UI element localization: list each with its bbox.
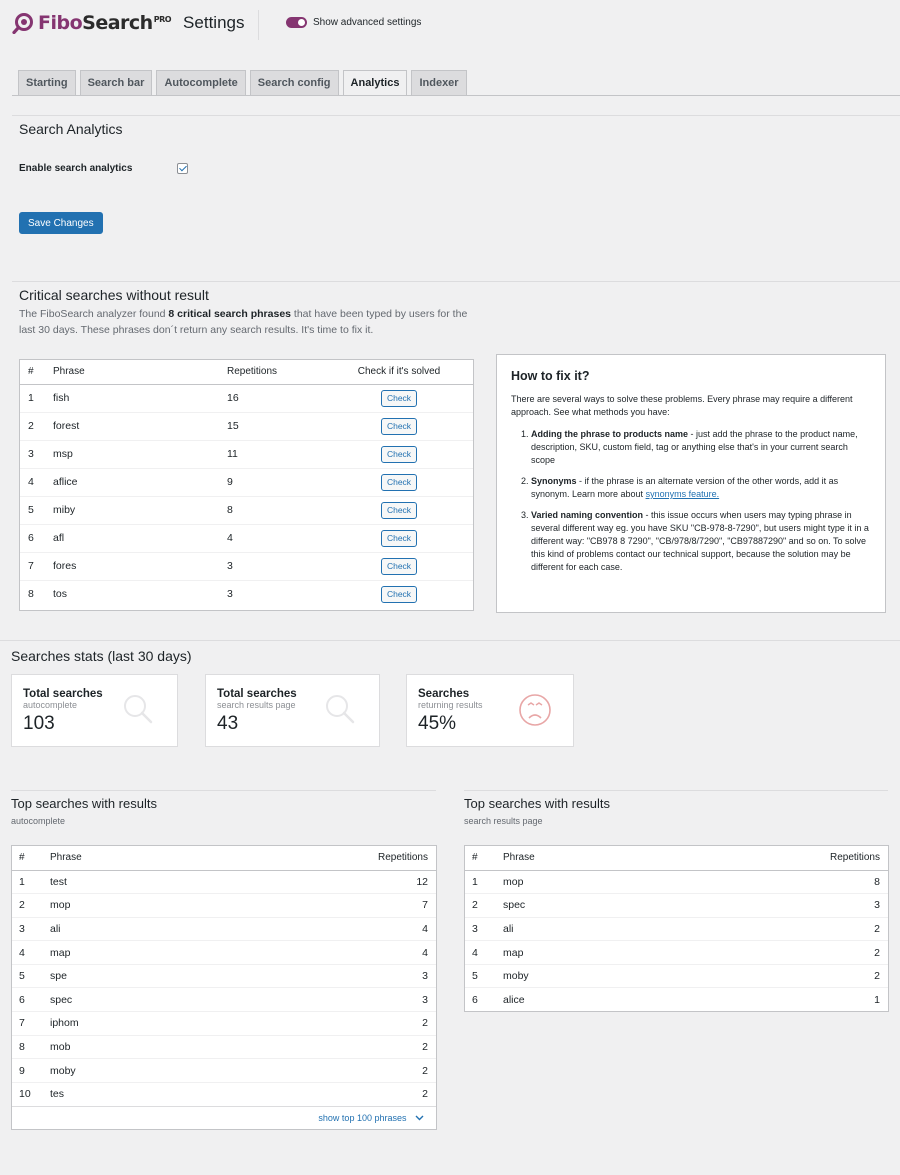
check-button[interactable]: Check <box>381 502 417 519</box>
row-check-cell <box>325 496 473 524</box>
tab-starting[interactable]: Starting <box>18 70 76 95</box>
stat-card-results-page <box>205 674 380 747</box>
how-to-fix-list <box>511 428 871 574</box>
enable-analytics-checkbox[interactable] <box>177 163 188 174</box>
row-check-cell <box>325 440 473 468</box>
fix-method-item <box>531 509 871 574</box>
row-repetitions: 2 <box>639 941 888 965</box>
tab-analytics[interactable]: Analytics <box>343 70 408 96</box>
check-button[interactable]: Check <box>381 418 417 435</box>
row-number: 6 <box>20 524 53 552</box>
stat-card-subtitle: search results page <box>217 700 296 710</box>
table-row <box>20 496 473 524</box>
check-button[interactable]: Check <box>381 586 417 603</box>
row-check-cell <box>325 524 473 552</box>
magnifier-icon <box>121 692 157 728</box>
table-row <box>20 468 473 496</box>
synonyms-feature-link[interactable]: synonyms feature. <box>645 489 720 499</box>
sad-face-icon <box>517 692 553 728</box>
row-repetitions: 15 <box>227 412 325 440</box>
row-phrase: moby <box>503 964 639 988</box>
fix-method-text: - this issue occurs when users may typing phrase in several different way eg. you have SKU "CB-978-8-7290", but users might type it in a different way: "CB978 8 7290", "CB/978/8/7290", "CB97887290" and so on. To solve this kind of problems contact our technical support, because the solution may be different for each case. <box>531 510 869 572</box>
row-repetitions: 12 <box>416 875 428 888</box>
table-row <box>20 552 473 580</box>
top-autocomplete-heading: Top searches with results <box>11 796 157 811</box>
check-button[interactable]: Check <box>381 474 417 491</box>
row-phrase: spec <box>50 988 186 1012</box>
row-repetitions: 2 <box>639 917 888 941</box>
enable-analytics-row <box>19 163 188 174</box>
table-row <box>12 988 436 1012</box>
row-phrase: alice <box>503 988 639 1012</box>
row-phrase: miby <box>53 496 227 524</box>
table-row <box>12 941 436 965</box>
row-repetitions: 11 <box>227 440 325 468</box>
row-phrase: mob <box>50 1035 186 1059</box>
critical-desc-count: 8 critical search phrases <box>168 308 291 320</box>
check-button[interactable]: Check <box>381 558 417 575</box>
advanced-settings-toggle[interactable] <box>286 17 421 28</box>
stat-card-returning-results <box>406 674 574 747</box>
row-number: 7 <box>12 1012 50 1036</box>
table-row <box>12 1059 436 1083</box>
logo-pro-badge: PRO <box>153 14 172 24</box>
critical-searches-heading: Critical searches without result <box>19 287 209 303</box>
row-phrase: mop <box>503 875 524 888</box>
row-repetitions: 4 <box>227 524 325 552</box>
row-repetitions: 4 <box>186 941 436 965</box>
row-phrase: iphom <box>50 1012 186 1036</box>
table-row <box>465 988 888 1012</box>
header-divider <box>258 10 259 40</box>
row-number: 4 <box>12 941 50 965</box>
row-repetitions: 2 <box>186 1059 436 1083</box>
top-results-table <box>464 845 889 1012</box>
table-row <box>12 1012 436 1036</box>
col-repetitions: Repetitions <box>186 846 436 870</box>
row-repetitions: 2 <box>186 1082 436 1106</box>
row-number: 7 <box>20 552 53 580</box>
table-header-row <box>465 846 888 870</box>
check-button[interactable]: Check <box>381 446 417 463</box>
magnifier-icon <box>323 692 359 728</box>
row-phrase: test <box>50 875 67 888</box>
stat-card-subtitle: autocomplete <box>23 700 78 710</box>
critical-desc-text-end: that have been typed by users for the last 30 days. These phrases don´t return any search results. It's time to fix it. <box>19 308 468 336</box>
row-phrase: forest <box>53 412 227 440</box>
fix-method-title: Adding the phrase to products name <box>531 429 689 439</box>
settings-tabs <box>18 70 467 96</box>
row-number: 10 <box>12 1082 50 1106</box>
toggle-switch[interactable] <box>286 17 307 28</box>
row-check-cell <box>325 580 473 608</box>
row-check-cell <box>325 468 473 496</box>
tab-search-bar[interactable]: Search bar <box>80 70 153 95</box>
row-number: 8 <box>20 580 53 608</box>
logo-search-text: Search <box>82 12 153 34</box>
row-check-cell <box>325 552 473 580</box>
table-row <box>12 870 436 894</box>
row-repetitions: 7 <box>186 894 436 918</box>
chevron-down-icon <box>415 1115 424 1121</box>
col-phrase: Phrase <box>53 360 227 384</box>
fix-method-item <box>531 475 871 501</box>
row-number: 5 <box>12 964 50 988</box>
row-repetitions: 8 <box>874 875 880 888</box>
row-number: 8 <box>12 1035 50 1059</box>
row-number: 1 <box>19 875 25 888</box>
col-phrase: Phrase <box>503 846 639 870</box>
row-number: 5 <box>20 496 53 524</box>
row-number: 4 <box>465 941 503 965</box>
row-repetitions: 2 <box>639 964 888 988</box>
col-check-solved: Check if it's solved <box>325 360 473 384</box>
col-phrase: Phrase <box>50 846 186 870</box>
check-button[interactable]: Check <box>381 530 417 547</box>
stat-card-value: 103 <box>23 713 55 734</box>
table-header-row <box>12 846 436 870</box>
critical-searches-table <box>19 359 474 611</box>
enable-analytics-label: Enable search analytics <box>19 163 133 174</box>
row-repetitions: 3 <box>639 894 888 918</box>
row-number: 9 <box>12 1059 50 1083</box>
row-repetitions: 9 <box>227 468 325 496</box>
row-number: 3 <box>465 917 503 941</box>
advanced-settings-label: Show advanced settings <box>313 17 422 28</box>
critical-searches-description <box>19 306 469 338</box>
row-phrase: fores <box>53 552 227 580</box>
stat-card-value: 45% <box>418 713 457 734</box>
row-number: 1 <box>472 875 478 888</box>
logo-fibo-text: Fibo <box>38 12 83 34</box>
table-row <box>12 894 436 918</box>
row-phrase: spe <box>50 964 186 988</box>
tabs-divider <box>12 95 900 96</box>
row-number: 2 <box>20 412 53 440</box>
section-divider <box>12 115 900 116</box>
row-number: 6 <box>465 988 503 1012</box>
table-row <box>12 917 436 941</box>
table-row <box>465 964 888 988</box>
searches-stats-heading: Searches stats (last 30 days) <box>11 648 192 664</box>
top-results-divider <box>464 790 888 791</box>
table-row <box>12 964 436 988</box>
row-phrase: afl <box>53 524 227 552</box>
row-phrase: tes <box>50 1082 186 1106</box>
col-repetitions: Repetitions <box>227 360 325 384</box>
tab-search-config[interactable]: Search config <box>250 70 339 95</box>
row-phrase: ali <box>503 917 639 941</box>
top-autocomplete-divider <box>11 790 436 791</box>
col-number: # <box>20 360 53 384</box>
col-number: # <box>465 846 503 870</box>
row-number: 2 <box>465 894 503 918</box>
top-results-subtitle: search results page <box>464 816 543 826</box>
fibosearch-logo-icon <box>12 12 34 34</box>
how-to-fix-panel <box>496 354 886 613</box>
fix-method-text: - just add the phrase to the product name, description, SKU, custom field, tag or anything else that's in your current search scope <box>531 429 858 465</box>
check-button[interactable]: Check <box>381 390 417 407</box>
table-row <box>20 412 473 440</box>
row-number: 5 <box>465 964 503 988</box>
row-phrase: mop <box>50 894 186 918</box>
row-number: 2 <box>12 894 50 918</box>
row-repetitions: 3 <box>227 552 325 580</box>
row-phrase: ali <box>50 917 186 941</box>
how-to-fix-heading: How to fix it? <box>511 369 590 383</box>
top-autocomplete-subtitle: autocomplete <box>11 816 66 826</box>
stats-divider <box>0 640 900 641</box>
row-number: 4 <box>20 468 53 496</box>
page-header <box>12 8 244 38</box>
row-phrase: map <box>503 941 639 965</box>
critical-desc-text: The FiboSearch analyzer found <box>19 308 169 320</box>
table-row <box>465 870 888 894</box>
table-row <box>20 440 473 468</box>
row-repetitions: 4 <box>186 917 436 941</box>
show-more-label: show top 100 phrases <box>318 1112 407 1123</box>
row-number: 3 <box>20 440 53 468</box>
stat-card-value: 43 <box>217 713 239 734</box>
row-number: 3 <box>12 917 50 941</box>
row-phrase: tos <box>53 580 227 608</box>
fix-method-title: Synonyms <box>531 476 577 486</box>
critical-divider <box>12 281 900 282</box>
fix-method-item <box>531 428 871 467</box>
table-row <box>20 580 473 608</box>
table-row <box>20 384 473 412</box>
row-repetitions: 8 <box>227 496 325 524</box>
row-phrase: aflice <box>53 468 227 496</box>
table-header-row <box>20 360 473 384</box>
table-row <box>20 524 473 552</box>
show-top-100-link[interactable] <box>12 1106 436 1128</box>
row-repetitions: 3 <box>227 580 325 608</box>
row-number: 6 <box>12 988 50 1012</box>
table-row <box>465 917 888 941</box>
top-autocomplete-table <box>11 845 437 1130</box>
row-phrase: spec <box>503 894 639 918</box>
row-repetitions: 3 <box>186 964 436 988</box>
page-title: Settings <box>183 13 245 32</box>
row-check-cell <box>325 412 473 440</box>
row-check-cell <box>325 384 473 412</box>
row-repetitions: 16 <box>227 392 239 404</box>
col-number: # <box>12 846 50 870</box>
search-analytics-heading: Search Analytics <box>19 121 123 137</box>
fibosearch-logo <box>12 12 171 34</box>
stat-card-title: Total searches <box>217 688 297 700</box>
table-row <box>465 941 888 965</box>
row-repetitions: 1 <box>639 988 888 1012</box>
tab-autocomplete[interactable]: Autocomplete <box>156 70 245 95</box>
tab-indexer[interactable]: Indexer <box>411 70 466 95</box>
top-results-heading: Top searches with results <box>464 796 610 811</box>
row-phrase: moby <box>50 1059 186 1083</box>
fix-method-title: Varied naming convention <box>531 510 644 520</box>
stat-card-autocomplete <box>11 674 178 747</box>
col-repetitions: Repetitions <box>639 846 888 870</box>
row-repetitions: 2 <box>186 1012 436 1036</box>
how-to-fix-intro: There are several ways to solve these problems. Every phrase may require a different approach. See what methods you have: <box>511 394 853 417</box>
row-repetitions: 2 <box>186 1035 436 1059</box>
table-row <box>12 1082 436 1106</box>
row-repetitions: 3 <box>186 988 436 1012</box>
row-phrase: map <box>50 941 186 965</box>
save-changes-button[interactable]: Save Changes <box>19 212 103 234</box>
fix-method-text: - if the phrase is an alternate version of the other words, add it as synonym. Learn more about <box>531 476 839 499</box>
row-number: 1 <box>28 392 34 404</box>
row-phrase: fish <box>53 392 70 404</box>
stat-card-title: Total searches <box>23 688 103 700</box>
table-row <box>465 894 888 918</box>
stat-card-title: Searches <box>418 688 470 700</box>
table-row <box>12 1035 436 1059</box>
stat-card-subtitle: returning results <box>418 700 483 710</box>
row-phrase: msp <box>53 440 227 468</box>
